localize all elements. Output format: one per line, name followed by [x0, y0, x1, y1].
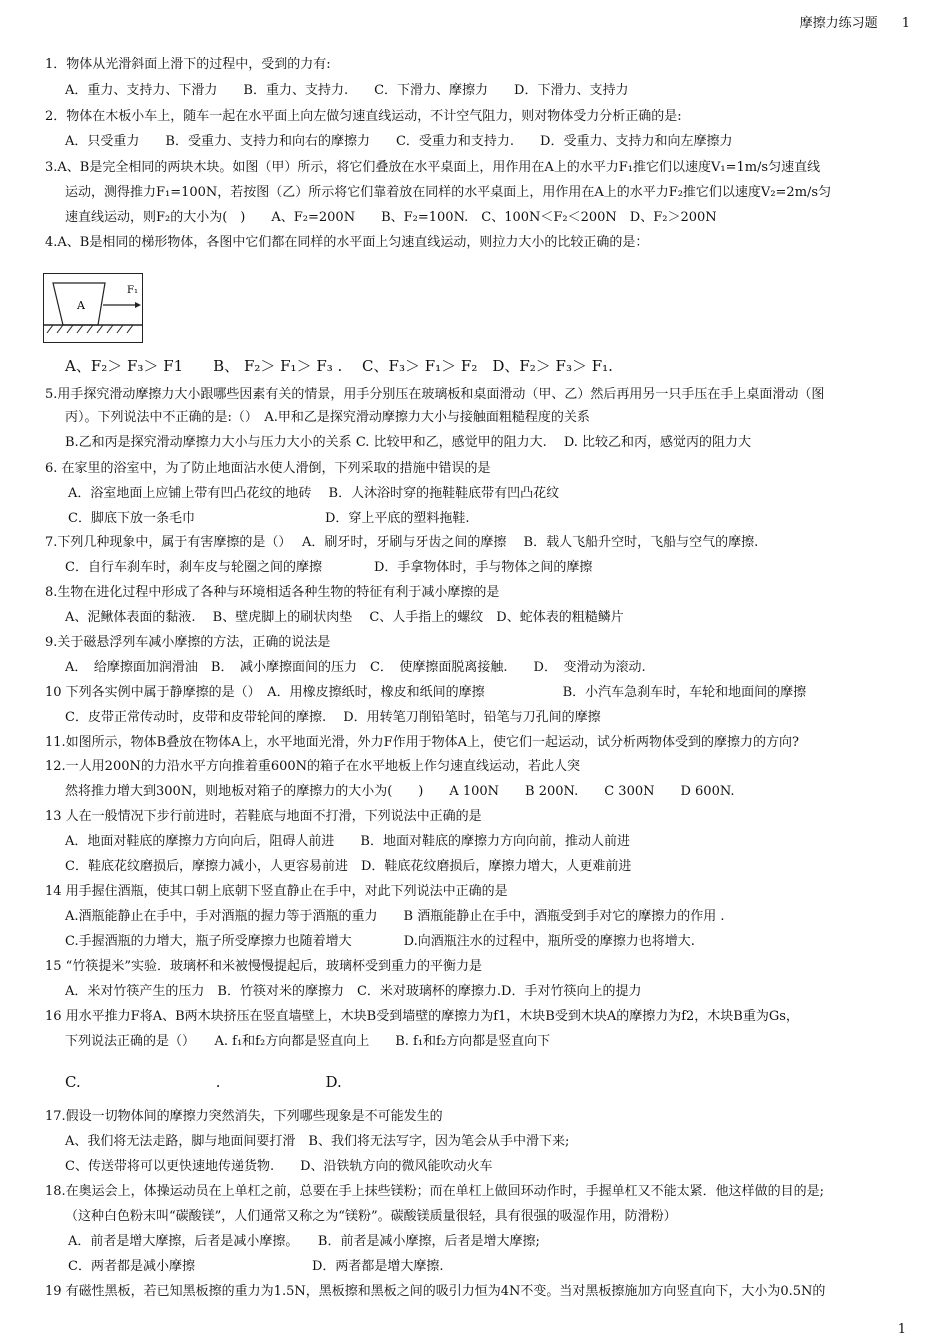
- question-12-line-1: 12.一人用200N的力沿水平方向推着重600N的箱子在水平地板上作匀速直线运动，若此人突: [45, 759, 581, 774]
- question-12-line-2: 然将推力增大到300N，则地板对箱子的摩擦力的大小为( ) A 100N B 200N. C 300N D 600N.: [65, 784, 735, 799]
- question-8-options: A、泥鳅体表面的黏液. B、壁虎脚上的刷状肉垫 C、人手指上的螺纹 D、蛇体表的粗糙鳞片: [65, 610, 624, 625]
- question-1: 1．物体从光滑斜面上滑下的过程中，受到的力有:: [45, 57, 331, 72]
- question-4: 4.A、B是相同的梯形物体，各图中它们都在同样的水平面上匀速直线运动，则拉力大小的比较正确的是：: [45, 235, 649, 250]
- force-label: F₁: [127, 285, 138, 296]
- question-16-options-cd: C. . D.: [65, 1073, 342, 1091]
- question-4-options: A、F₂＞ F₃＞ F1 B、 F₂＞ F₁＞ F₃ . C、F₃＞ F₁＞ F₂ D、F₂＞ F₃＞ F₁.: [65, 357, 613, 375]
- question-3-line-3: 速直线运动，则F₂的大小为( ) A、F₂=200N B、F₂=100N. C、100N＜F₂＜200N D、F₂＞200N: [65, 210, 717, 225]
- question-10-options: C．皮带正常传动时，皮带和皮带轮间的摩擦. D．用转笔刀削铅笔时，铅笔与刀孔间的摩擦: [65, 710, 601, 725]
- question-14-options-cd: C.手握酒瓶的力增大，瓶子所受摩擦力也随着增大 D.向酒瓶注水的过程中，瓶所受的摩擦力也将增大.: [65, 934, 695, 949]
- question-16-line-1: 16 用水平推力F将A、B两木块挤压在竖直墙壁上，木块B受到墙壁的摩擦力为f1，木块B受到木块A的摩擦力为f2，木块B重为Gs，: [45, 1009, 799, 1024]
- question-13-options-ab: A．地面对鞋底的摩擦力方向向后，阻碍人前进 B．地面对鞋底的摩擦力方向向前，推动人前进: [65, 834, 630, 849]
- question-7-options: C．自行车刹车时，刹车皮与轮圈之间的摩擦 D．手拿物体时，手与物体之间的摩擦: [65, 560, 593, 575]
- question-3-line-1: 3.A、B是完全相同的两块木块。如图（甲）所示，将它们叠放在水平桌面上，用作用在A上的水平力F₁推它们以速度V₁=1m/s匀速直线: [45, 160, 821, 175]
- question-8: 8.生物在进化过程中形成了各种与环境相适各种生物的特征有利于减小摩擦的是: [45, 585, 500, 600]
- footer-page-number: 1: [897, 1322, 906, 1337]
- question-17: 17.假设一切物体间的摩擦力突然消失，下列哪些现象是不可能发生的: [45, 1109, 443, 1124]
- question-14-options-ab: A.酒瓶能静止在手中，手对酒瓶的握力等于酒瓶的重力 B 酒瓶能静止在手中，酒瓶受到手对它的摩擦力的作用 .: [65, 909, 725, 924]
- question-18-line-2: （这种白色粉末叫“碳酸镁”，人们通常又称之为“镁粉”。碳酸镁质量很轻，具有很强的吸湿作用，防滑粉）: [65, 1209, 677, 1224]
- force-arrowhead: [135, 302, 141, 308]
- question-15: 15 “竹筷提米”实验．玻璃杯和米被慢慢提起后，玻璃杯受到重力的平衡力是: [45, 959, 482, 974]
- question-2: 2．物体在木板小车上，随车一起在水平面上向左做匀速直线运动，不计空气阻力，则对物体受力分析正确的是:: [45, 109, 682, 124]
- page-header: [780, 12, 910, 31]
- question-14: 14 用手握住酒瓶，使其口朝上底朝下竖直静止在手中，对此下列说法中正确的是: [45, 884, 508, 899]
- question-18-line-1: 18.在奥运会上，体操运动员在上单杠之前，总要在手上抹些镁粉；而在单杠上做回环动作时，手握单杠又不能太紧．他这样做的目的是;: [45, 1184, 825, 1199]
- question-9-options: A． 给摩擦面加润滑油 B． 减小摩擦面间的压力 C． 使摩擦面脱离接触. D． 变滑动为滚动.: [65, 660, 646, 675]
- question-17-options-ab: A、我们将无法走路，脚与地面间要打滑 B、我们将无法写字，因为笔会从手中滑下来;: [65, 1134, 570, 1149]
- trapezoid-block-diagram: [43, 273, 143, 343]
- question-13-options-cd: C．鞋底花纹磨损后，摩擦力减小，人更容易前进 D．鞋底花纹磨损后，摩擦力增大，人更难前进: [65, 859, 632, 874]
- question-19: 19 有磁性黑板，若已知黑板擦的重力为1.5N，黑板擦和黑板之间的吸引力恒为4N不变。当对黑板擦施加方向竖直向下，大小为0.5N的: [45, 1284, 826, 1299]
- header-title: 摩擦力练习题: [799, 16, 878, 31]
- question-5-line-1: 5.用手探究滑动摩擦力大小跟哪些因素有关的情景，用手分别压在玻璃板和桌面滑动（甲、乙）然后再用另一只手压在手上桌面滑动（图: [45, 387, 825, 402]
- question-1-options: A．重力、支持力、下滑力 B．重力、支持力. C．下滑力、摩擦力 D．下滑力、支持力: [65, 83, 629, 98]
- question-2-options: A．只受重力 B．受重力、支持力和向右的摩擦力 C．受重力和支持力. D．受重力、支持力和向左摩擦力: [65, 134, 733, 149]
- question-11: 11.如图所示，物体B叠放在物体A上，水平地面光滑，外力F作用于物体A上，使它们一起运动，试分析两物体受到的摩擦力的方向?: [45, 735, 799, 750]
- question-10: 10 下列各实例中属于静摩擦的是（） A．用橡皮擦纸时，橡皮和纸间的摩擦 B．小汽车急刹车时，车轮和地面间的摩擦: [45, 685, 807, 700]
- block-label: A: [77, 299, 85, 312]
- question-18-options-cd: C．两者都是减小摩擦 D．两者都是增大摩擦.: [68, 1259, 444, 1274]
- question-17-options-cd: C、传送带将可以更快速地传递货物. D、沿铁轨方向的微风能吹动火车: [65, 1159, 493, 1174]
- question-16-line-2: 下列说法正确的是（） A. f₁和f₂方向都是竖直向上 B. f₁和f₂方向都是竖直向下: [65, 1034, 551, 1049]
- question-6: 6. 在家里的浴室中，为了防止地面沾水使人滑倒，下列采取的措施中错误的是: [45, 461, 491, 476]
- header-page-number: 1: [901, 16, 910, 31]
- question-6-options-ab: A．浴室地面上应铺上带有凹凸花纹的地砖 B．人沐浴时穿的拖鞋鞋底带有凹凸花纹: [68, 486, 560, 501]
- question-5-line-3: B.乙和丙是探究滑动摩擦力大小与压力大小的关系 C. 比较甲和乙，感觉甲的阻力大. D. 比较乙和丙，感觉丙的阻力大: [65, 435, 752, 450]
- question-15-options: A．米对竹筷产生的压力 B．竹筷对米的摩擦力 C．米对玻璃杯的摩擦力.D．手对竹筷向上的提力: [65, 984, 642, 999]
- question-5-line-2: 丙）。下列说法中不正确的是:（） A.甲和乙是探究滑动摩擦力大小与接触面粗糙程度的关系: [65, 410, 590, 425]
- question-3-line-2: 运动，测得推力F₁=100N，若按图（乙）所示将它们靠着放在同样的水平桌面上，用作用在A上的水平力F₂推它们以速度V₂=2m/s匀: [65, 185, 832, 200]
- question-18-options-ab: A．前者是增大摩擦，后者是减小摩擦。 B．前者是减小摩擦，后者是增大摩擦;: [68, 1234, 540, 1249]
- question-6-options-cd: C．脚底下放一条毛巾 D．穿上平底的塑料拖鞋.: [68, 511, 470, 526]
- question-13: 13 人在一般情况下步行前进时，若鞋底与地面不打滑，下列说法中正确的是: [45, 809, 482, 824]
- ground-hatching: [47, 325, 133, 333]
- question-9: 9.关于磁悬浮列车减小摩擦的方法，正确的说法是: [45, 635, 331, 650]
- question-7: 7.下列几种现象中，属于有害摩擦的是（） A．刷牙时，牙刷与牙齿之间的摩擦 B．载人飞船升空时，飞船与空气的摩擦.: [45, 535, 759, 550]
